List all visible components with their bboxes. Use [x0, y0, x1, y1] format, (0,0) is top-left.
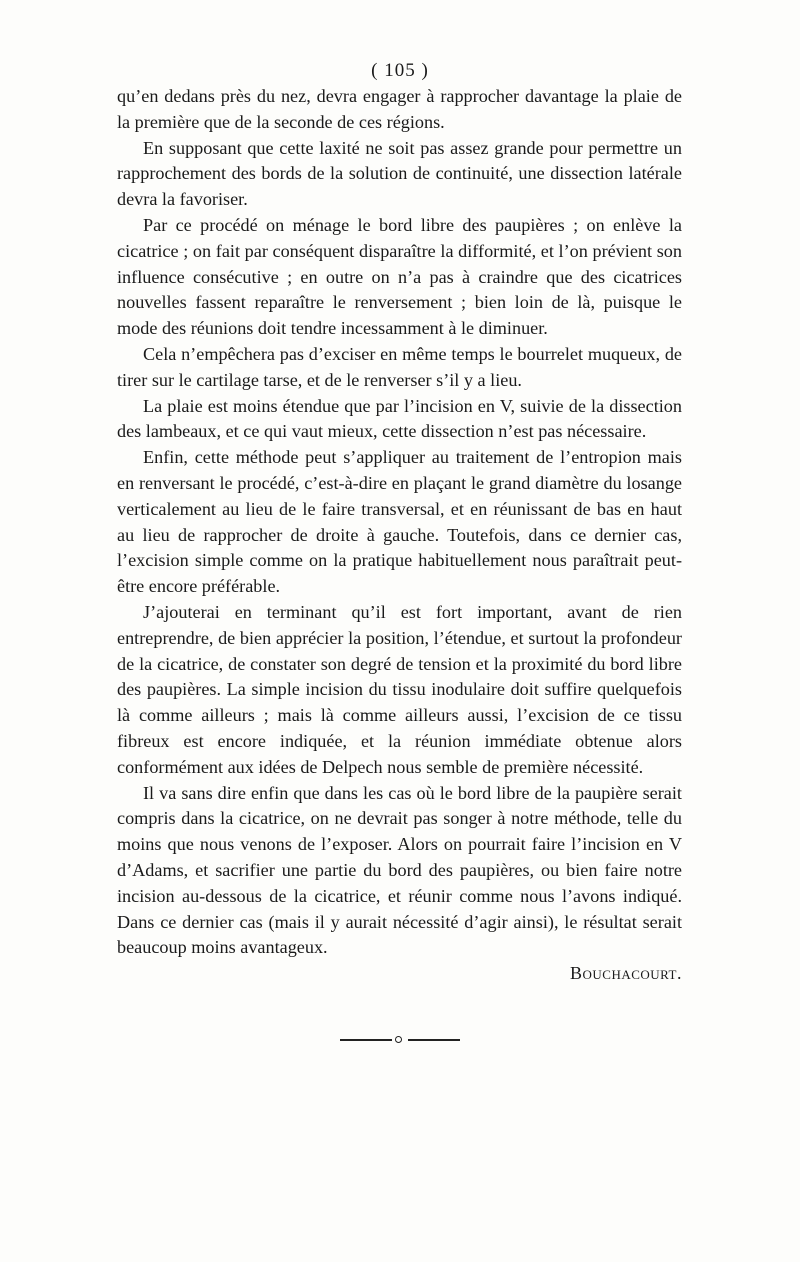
page-number: ( 105 ) [371, 60, 429, 81]
paragraph: J’ajouterai en terminant qu’il est fort important, avant de rien entreprendre, de bien apprécier la position, l’étendue, et surtout la profondeur de la cicatrice, de constater son degré de tension et la proximité du bord libre des paupières. La simple incision du tissu inodulaire doit suffire quelquefois là comme ailleurs ; mais là comme ailleurs aussi, l’excision de ce tissu fibreux est encore indiquée, et la réunion immédiate obtenue alors conformément aux idées de Delpech nous semble de première nécessité. [117, 601, 682, 777]
ornament-line-left [340, 1039, 392, 1041]
paragraph: La plaie est moins étendue que par l’incision en V, suivie de la dissection des lambeaux, et ce qui vaut mieux, cette dissection n’est pas nécessaire. [117, 395, 682, 442]
paragraph: Il va sans dire enfin que dans les cas où le bord libre de la paupière serait compris dans la cicatrice, on ne devrait pas songer à notre méthode, telle du moins que nous venons de l’exposer. Alors on pourrait faire l’incision en V d’Adams, et sacrifier une partie du bord des paupières, ou bien faire notre incision au-dessous de la cicatrice, et réunir comme nous l’avons indiqué. Dans ce dernier cas (mais il y aurait nécessité d’agir ainsi), le résultat serait beaucoup moins avantageux. [117, 782, 682, 958]
paragraph: En supposant que cette laxité ne soit pas assez grande pour permettre un rapprochement des bords de la solution de continuité, une dissection latérale devra la favoriser. [117, 137, 682, 210]
ornament-dot [395, 1036, 402, 1043]
author-signature: Bouchacourt. [569, 963, 682, 984]
paragraph: Par ce procédé on ménage le bord libre des paupières ; on enlève la cicatrice ; on fait par conséquent disparaître la difformité, et l’on prévient son influence consécutive ; en outre on n’a pas à craindre que des cicatrices nouvelles fassent reparaître le renversement ; bien loin de là, puisque le mode des réunions doit tendre incessamment à le diminuer. [117, 214, 682, 339]
ornament-line-right [408, 1039, 460, 1041]
paragraph: Enfin, cette méthode peut s’appliquer au traitement de l’entropion mais en renversant le procédé, c’est-à-dire en plaçant le grand diamètre du losange verticalement au lieu de le faire transversal, et en réunissant de bas en haut au lieu de rapprocher de droite à gauche. Toutefois, dans ce dernier cas, l’excision simple comme on la pratique habituellement nous paraîtrait peut-être encore préférable. [117, 447, 682, 597]
body-text [117, 84, 682, 987]
rule-ornament-icon [340, 1036, 460, 1044]
paragraph: Cela n’empêchera pas d’exciser en même temps le bourrelet muqueux, de tirer sur le cartilage tarse, et de le renverser s’il y a lieu. [117, 343, 682, 390]
paragraph: qu’en dedans près du nez, devra engager à rapprocher davantage la plaie de la première que de la seconde de ces régions. [117, 86, 682, 132]
